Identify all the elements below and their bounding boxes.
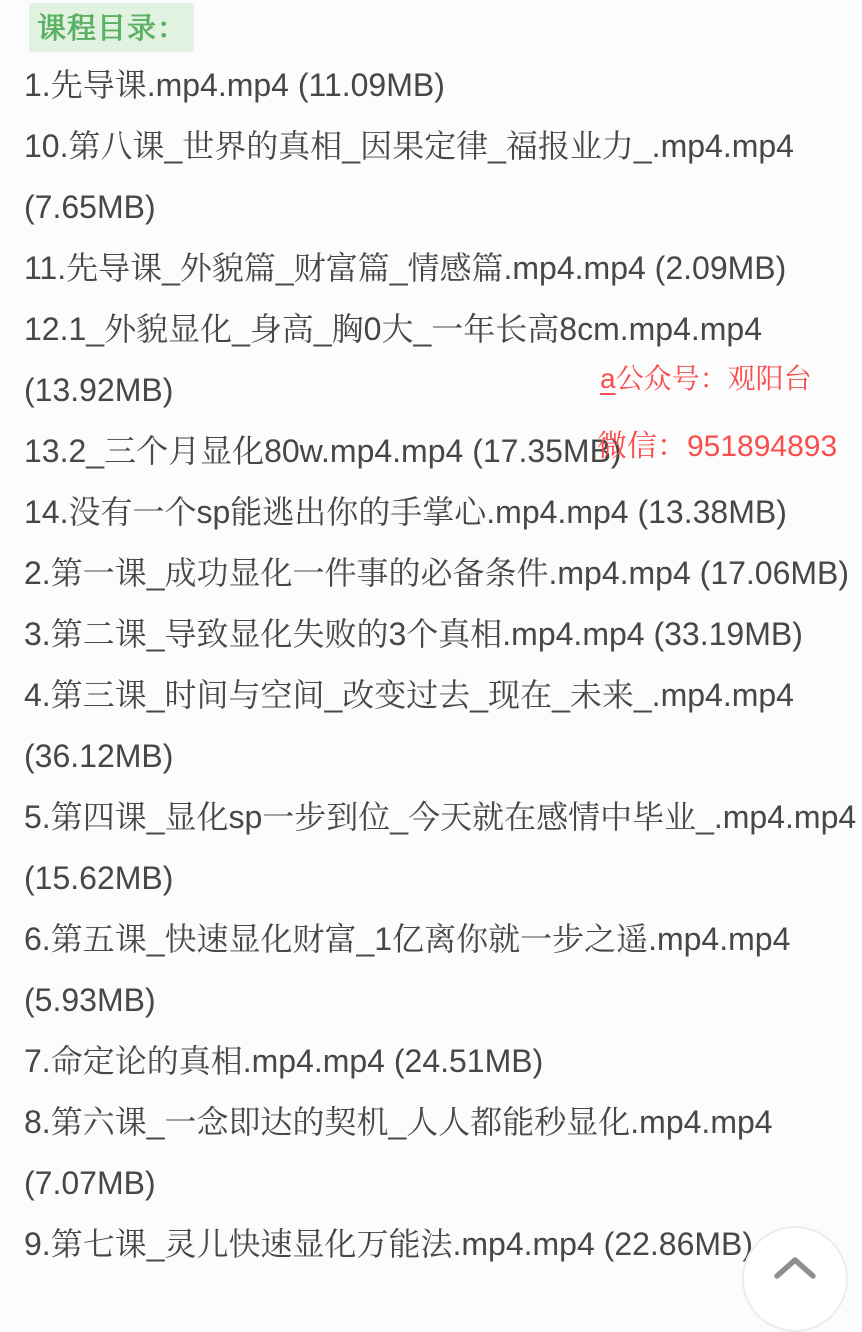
chevron-up-icon bbox=[772, 1255, 818, 1281]
course-item-line: (7.07MB) bbox=[24, 1165, 156, 1201]
course-item-line: (7.65MB) bbox=[24, 189, 156, 225]
course-item-line: 11.先导课_外貌篇_财富篇_情感篇.mp4.mp4 (2.09MB) bbox=[24, 250, 787, 286]
course-item-line: 6.第五课_快速显化财富_1亿离你就一步之遥.mp4.mp4 bbox=[24, 921, 791, 957]
watermark-public-account-line bbox=[600, 357, 812, 397]
course-item-line: 10.第八课_世界的真相_因果定律_福报业力_.mp4.mp4 bbox=[24, 128, 794, 164]
course-item-line: 7.命定论的真相.mp4.mp4 (24.51MB) bbox=[24, 1043, 544, 1079]
course-item-line: 8.第六课_一念即达的契机_人人都能秒显化.mp4.mp4 bbox=[24, 1104, 773, 1140]
course-item-line: 4.第三课_时间与空间_改变过去_现在_未来_.mp4.mp4 bbox=[24, 677, 794, 713]
watermark-a-prefix: a bbox=[600, 363, 616, 394]
watermark-public-account-text: 公众号：观阳台 bbox=[615, 363, 812, 394]
course-item-line: 13.2_三个月显化80w.mp4.mp4 (17.35MB) bbox=[24, 433, 622, 469]
course-item-line: (5.93MB) bbox=[24, 982, 156, 1018]
page-header bbox=[24, 6, 862, 48]
page-title: 课程目录： bbox=[29, 3, 194, 52]
course-item-line: 12.1_外貌显化_身高_胸0大_一年长高8cm.mp4.mp4 bbox=[24, 311, 763, 347]
course-item-line: 9.第七课_灵儿快速显化万能法.mp4.mp4 (22.86MB) bbox=[24, 1226, 754, 1262]
course-item-line: 2.第一课_成功显化一件事的必备条件.mp4.mp4 (17.06MB) bbox=[24, 555, 850, 591]
course-item-line: (13.92MB) bbox=[24, 372, 174, 408]
course-list bbox=[24, 55, 862, 1275]
course-item-line: (36.12MB) bbox=[24, 738, 174, 774]
course-item-line: 14.没有一个sp能逃出你的手掌心.mp4.mp4 (13.38MB) bbox=[24, 494, 787, 530]
course-item-line: (15.62MB) bbox=[24, 860, 174, 896]
watermark-wechat-line: 微信：951894893 bbox=[597, 430, 838, 463]
course-item-line: 3.第二课_导致显化失败的3个真相.mp4.mp4 (33.19MB) bbox=[24, 616, 803, 652]
course-item-line: 1.先导课.mp4.mp4 (11.09MB) bbox=[24, 67, 445, 103]
course-item-line: 5.第四课_显化sp一步到位_今天就在感情中毕业_.mp4.mp4 bbox=[24, 799, 857, 835]
back-to-top-button[interactable] bbox=[742, 1226, 848, 1332]
